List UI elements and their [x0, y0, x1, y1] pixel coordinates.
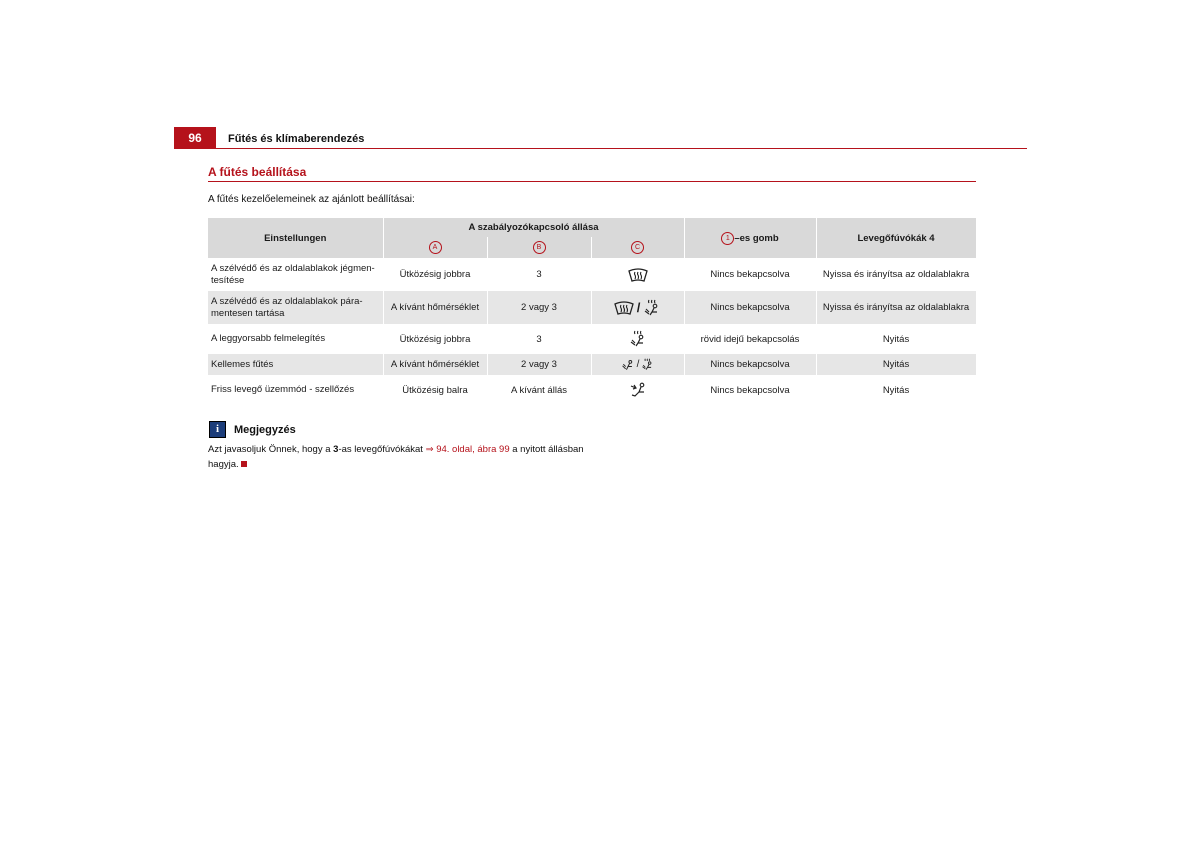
table-row [208, 354, 976, 375]
upper-body-vent-icon [629, 381, 647, 399]
defrost-footwell-icon [643, 299, 661, 317]
row-button: rövid idejű bekapcsolás [684, 324, 816, 354]
row-position-c [591, 354, 684, 375]
row-position-b: 3 [487, 324, 591, 354]
note-text-bold: 3 [333, 444, 339, 455]
header-divider [216, 148, 1027, 149]
row-position-b: A kívánt állás [487, 375, 591, 405]
col-header-button [684, 218, 816, 258]
windshield-defrost-icon [614, 301, 634, 315]
row-setting: A leggyorsabb felmelegítés [208, 324, 383, 354]
row-button: Nincs bekapcsolva [684, 375, 816, 405]
table-row [208, 258, 976, 291]
row-position-c [591, 258, 684, 291]
marker-c-icon: C [631, 241, 644, 254]
row-button: Nincs bekapcsolva [684, 291, 816, 324]
marker-b-icon: B [533, 241, 546, 254]
chapter-title: Fűtés és klímaberendezés [228, 133, 365, 145]
icon-separator: / [636, 359, 640, 370]
defrost-footwell-icon [629, 330, 647, 348]
row-vents: Nyitás [816, 354, 976, 375]
row-button: Nincs bekapcsolva [684, 258, 816, 291]
marker-a-icon: A [429, 241, 442, 254]
row-setting: A szélvédő és az oldalablakok jégmen-tesítése [208, 258, 383, 291]
row-position-b: 3 [487, 258, 591, 291]
col-header-b [487, 237, 591, 258]
row-position-c [591, 291, 684, 324]
col-header-button-label: –es gomb [734, 232, 779, 244]
row-position-a: Ütközésig balra [383, 375, 487, 405]
row-position-a: Ütközésig jobbra [383, 324, 487, 354]
note-text-mid: -as levegőfúvókákat [338, 444, 426, 455]
col-header-vents: Levegőfúvókák 4 [816, 218, 976, 258]
intro-text: A fűtés kezelőelemeinek az ajánlott beállításai: [208, 194, 415, 205]
row-position-b: 2 vagy 3 [487, 291, 591, 324]
col-header-a [383, 237, 487, 258]
info-icon: i [209, 421, 226, 438]
table-row [208, 375, 976, 405]
icon-separator: / [636, 300, 641, 315]
row-position-b: 2 vagy 3 [487, 354, 591, 375]
row-position-a: A kívánt hőmérséklet [383, 354, 487, 375]
row-setting: Kellemes fűtés [208, 354, 383, 375]
page-number: 96 [174, 127, 216, 149]
row-position-c [591, 324, 684, 354]
windshield-defrost-icon [628, 268, 648, 282]
row-vents: Nyitás [816, 375, 976, 405]
row-setting: Friss levegő üzemmód - szellőzés [208, 375, 383, 405]
settings-table [208, 218, 977, 405]
button-marker-icon: 1 [721, 232, 734, 245]
col-header-switch-position: A szabályozókapcsoló állása [383, 218, 684, 237]
row-button: Nincs bekapcsolva [684, 354, 816, 375]
col-header-c [591, 237, 684, 258]
cross-reference-link[interactable]: ⇒ 94. oldal, ábra 99 [425, 444, 510, 455]
row-position-c [591, 375, 684, 405]
footwell-icon [621, 358, 635, 372]
table-row [208, 324, 976, 354]
row-vents: Nyissa és irányítsa az oldalablakra [816, 258, 976, 291]
table-row [208, 291, 976, 324]
row-setting: A szélvédő és az oldalablakok pára-mentesen tartása [208, 291, 383, 324]
row-vents: Nyitás [816, 324, 976, 354]
defrost-footwell-icon [641, 358, 654, 371]
section-title: A fűtés beállítása [208, 165, 307, 179]
col-header-settings: Einstellungen [208, 218, 383, 258]
row-position-a: Ütközésig jobbra [383, 258, 487, 291]
row-position-a: A kívánt hőmérséklet [383, 291, 487, 324]
note-text-end: a nyitott állásban hagyja. [208, 444, 584, 470]
note-title: Megjegyzés [234, 424, 296, 436]
note-text [208, 442, 588, 472]
section-divider [208, 181, 976, 182]
row-vents: Nyissa és irányítsa az oldalablakra [816, 291, 976, 324]
end-of-section-icon [241, 461, 247, 467]
note-text-start: Azt javasoljuk Önnek, hogy a [208, 444, 334, 455]
